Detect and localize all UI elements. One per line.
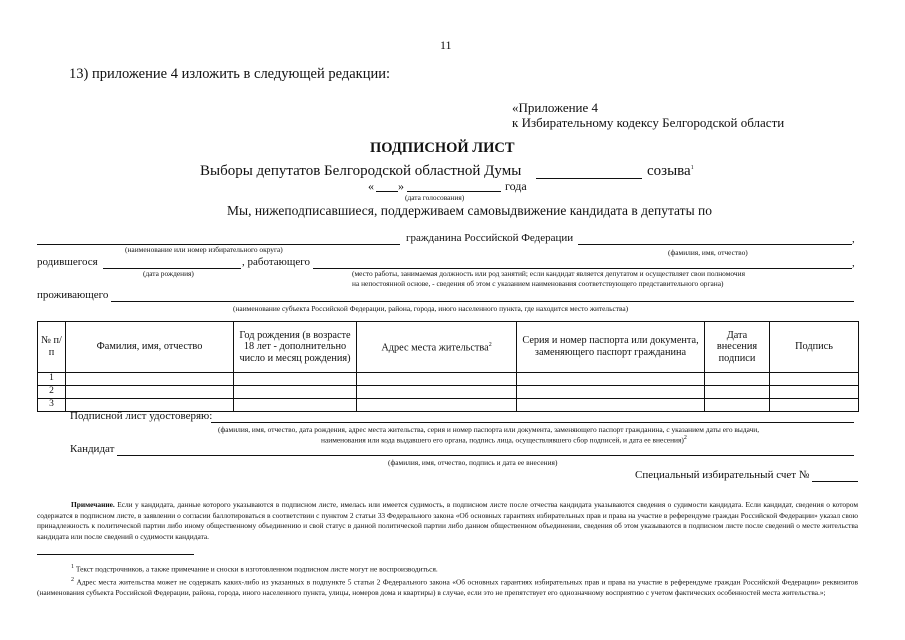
cell-fio[interactable] <box>66 386 234 399</box>
cell-passport[interactable] <box>517 399 705 412</box>
date-month-field[interactable] <box>407 191 501 192</box>
certified-field[interactable] <box>211 422 854 423</box>
page-number: 11 <box>440 38 452 52</box>
cell-birth-year[interactable] <box>234 386 357 399</box>
candidate-label: Кандидат <box>70 443 115 455</box>
account-label: Специальный избирательный счет № <box>635 469 810 481</box>
residing-label: проживающего <box>37 289 109 301</box>
citizen-label: гражданина Российской Федерации <box>406 232 574 244</box>
convocation-suffix: созыва$^1$ <box>647 163 694 179</box>
note-paragraph: Примечание. Если у кандидата, данные которого указываются в подписном листе, имелась или имеется судимость, в подписном листе после отчества кандидата указываются сведения о судимости кандидата. Если кандидат, сведения о котором содержатся в подписном листе, в заявлении о согласии баллотироваться в соответствии с пунктом 2 статьи 33 Федерального закона «Об основных гарантиях избирательных прав и права на участие в референдуме граждан Российской Федерации» указал свою принадлежность к политической партии либо иному общественному объединению и свой статус в данной политической партии либо данном общественном объединении, сведения об этом указываются в подписном листе после сведений о месте жительства кандидата или после сведений о судимости кандидата. <box>37 500 858 541</box>
col-header-passport: Серия и номер паспорта или документа, заменяющего паспорт гражданина <box>517 322 705 373</box>
convocation-field[interactable] <box>536 178 642 179</box>
work-caption-2: на непостоянной основе, - сведения об этом с указанием наименования соответствующего представительного органа) <box>352 279 724 288</box>
cell-address[interactable] <box>357 399 517 412</box>
comma-1: , <box>852 233 855 245</box>
cell-sign-date[interactable] <box>705 386 770 399</box>
col-header-sign-date: Дата внесения подписи <box>705 322 770 373</box>
cell-passport[interactable] <box>517 386 705 399</box>
footnote-1: $^1$ Текст подстрочников, а также примечание и сноски в изготовленном подписном листе могут не воспроизводиться. <box>71 564 438 574</box>
account-number-field[interactable] <box>812 481 858 482</box>
district-caption: (наименование или номер избирательного округа) <box>125 245 283 254</box>
table-row <box>38 373 859 386</box>
row-number: 2 <box>38 386 66 399</box>
date-caption: (дата голосования) <box>405 193 465 202</box>
row-number: 3 <box>38 399 66 412</box>
date-open-quote: « <box>368 179 374 193</box>
footnote-2: $^2$ Адрес места жительства может не содержать каких-либо из указанных в подпункте 5 статьи 2 Федерального закона «Об основных гарантиях избирательных прав и права на участие в референдуме граждан Российской Федерации» реквизитов (наименования субъекта Российской Федерации, района, города, иного населенного пункта, улицы, номеров дома и квартиры) в случае, если это не препятствует его однозначному восприятию с учетом фактических особенностей места жительства.»; <box>37 577 858 598</box>
cell-sign-date[interactable] <box>705 373 770 386</box>
cell-address[interactable] <box>357 373 517 386</box>
comma-2: , <box>852 257 855 269</box>
cell-signature[interactable] <box>770 399 859 412</box>
certified-caption-2: наименования или кода выдавшего его органа, подпись лица, осуществлявшего сбор подписей, и дата ее внесения)$^2$ <box>321 435 687 445</box>
date-close-quote: » <box>398 179 404 193</box>
signatures-table <box>37 321 859 412</box>
row-number: 1 <box>38 373 66 386</box>
candidate-fio-field[interactable] <box>578 244 852 245</box>
cell-fio[interactable] <box>66 373 234 386</box>
working-label: , работающего <box>242 256 310 268</box>
cell-sign-date[interactable] <box>705 399 770 412</box>
col-header-birth-year: Год рождения (в возрасте 18 лет - дополнительно число и месяц рождения) <box>234 322 357 373</box>
date-year-label: года <box>505 179 527 193</box>
col-header-signature: Подпись <box>770 322 859 373</box>
cell-signature[interactable] <box>770 386 859 399</box>
table-row <box>38 386 859 399</box>
date-day-field[interactable] <box>376 191 398 192</box>
residing-caption: (наименование субъекта Российской Федерации, района, города, иного населенного пункта, где находится место жительства) <box>233 304 629 313</box>
fio-caption: (фамилия, имя, отчество) <box>668 248 748 257</box>
cell-birth-year[interactable] <box>234 399 357 412</box>
col-header-number: № п/п <box>38 322 66 373</box>
intro-text: 13) приложение 4 изложить в следующей редакции: <box>69 66 391 82</box>
col-header-address: Адрес места жительства$^2$ <box>357 322 517 373</box>
election-text: Выборы депутатов Белгородской областной Думы <box>200 163 522 179</box>
candidate-field[interactable] <box>117 455 854 456</box>
cell-signature[interactable] <box>770 373 859 386</box>
col-header-fio: Фамилия, имя, отчество <box>66 322 234 373</box>
page-title: ПОДПИСНОЙ ЛИСТ <box>370 140 515 156</box>
appendix-line2: к Избирательному кодексу Белгородской области <box>512 115 785 130</box>
born-label: родившегося <box>37 256 98 268</box>
cell-address[interactable] <box>357 386 517 399</box>
birth-caption: (дата рождения) <box>143 269 194 278</box>
work-caption-1: (место работы, занимаемая должность или род занятий; если кандидат является депутатом и осуществляет свои полномочия <box>352 269 745 278</box>
certified-label: Подписной лист удостоверяю: <box>70 410 213 422</box>
candidate-caption: (фамилия, имя, отчество, подпись и дата ее внесения) <box>388 458 558 467</box>
certified-caption-1: (фамилия, имя, отчество, дата рождения, адрес места жительства, серия и номер паспорта или документа, заменяющего паспорт гражданина, с указанием даты его выдачи, <box>218 425 760 434</box>
support-text: Мы, нижеподписавшиеся, поддерживаем самовыдвижение кандидата в депутаты по <box>227 203 712 218</box>
residing-field[interactable] <box>111 301 854 302</box>
appendix-line1: «Приложение 4 <box>512 100 599 115</box>
footnote-divider <box>37 554 194 555</box>
cell-passport[interactable] <box>517 373 705 386</box>
cell-birth-year[interactable] <box>234 373 357 386</box>
table-header-row <box>38 322 859 373</box>
